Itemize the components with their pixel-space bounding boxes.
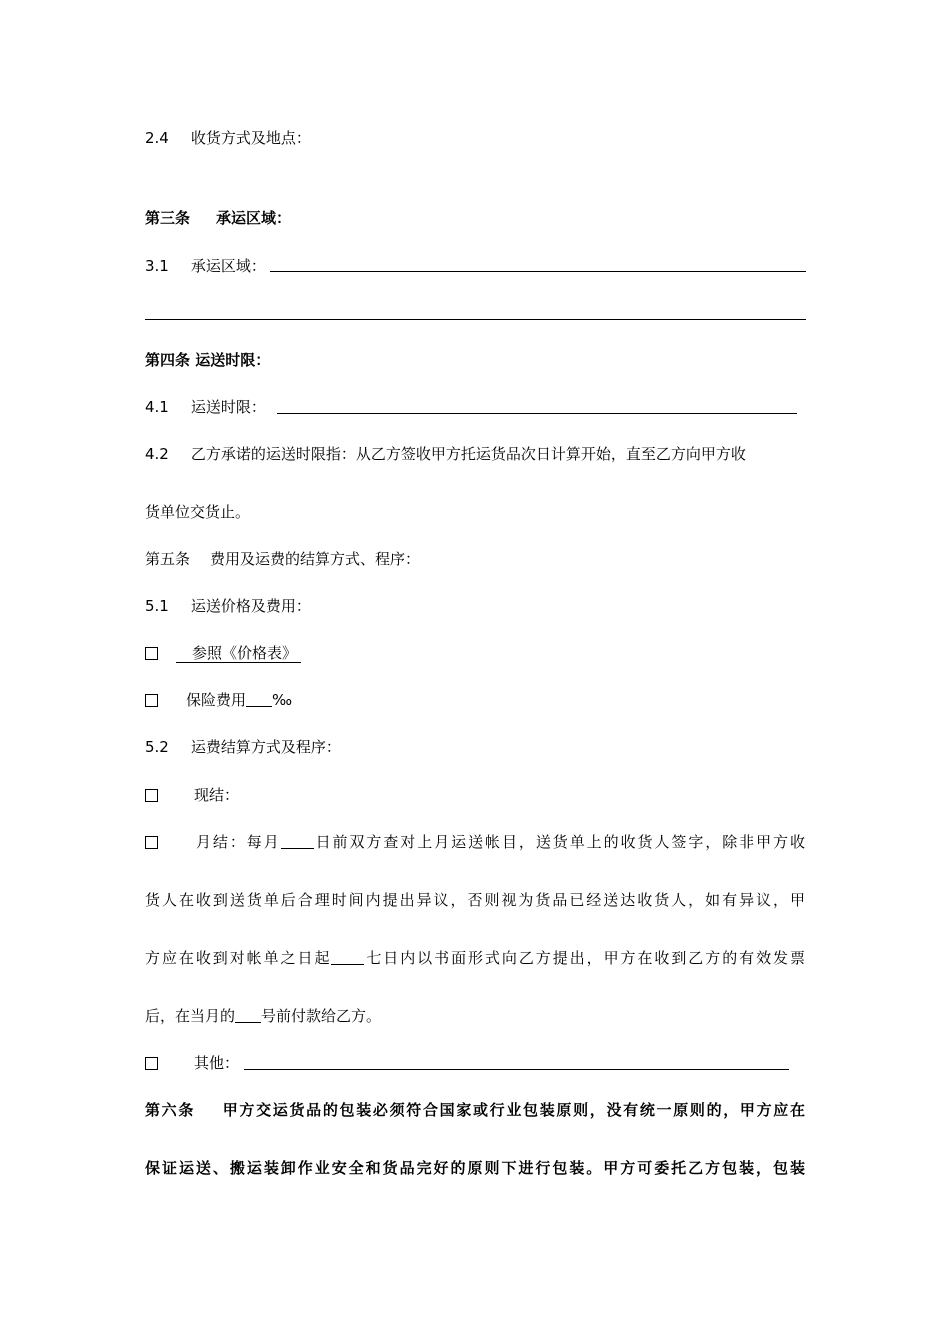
monthly-text-part: 七日内以书面形式向乙方提出，甲方在收到乙方的有效发票 [364, 949, 805, 967]
monthly-text-line-3 [145, 948, 805, 968]
blank-line-time-limit [277, 413, 797, 414]
monthly-text: 日前双方查对上月运送帐目，送货单上的收货人签字，除非甲方收 [313, 833, 805, 851]
monthly-text-line-2: 货人在收到送货单后合理时间内提出异议，否则视为货品已经送达收货人，如有异议，甲 [145, 891, 805, 909]
clause-2-4 [145, 128, 311, 148]
monthly-text-part: 号前付款给乙方。 [261, 1007, 382, 1025]
clause-text: 运送时限： [190, 398, 266, 416]
checkbox-insurance[interactable] [145, 694, 158, 707]
clause-text: 乙方承诺的运送时限指：从乙方签收甲方托运货品次日计算开始，直至乙方向甲方收 [190, 445, 746, 463]
clause-number: 3.1 [145, 257, 169, 275]
monthly-text-part: 后，在当月的 [145, 1007, 236, 1025]
price-table-reference: 参照《价格表》 [176, 644, 301, 663]
blank-line-region-continued [145, 319, 806, 320]
article-number: 第五条 [145, 550, 191, 568]
article-text: 甲方交运货品的包装必须符合国家或行业包装原则，没有统一原则的，甲方应在 [221, 1101, 805, 1119]
clause-number: 2.4 [145, 129, 169, 147]
article-3-title [145, 208, 291, 228]
article-6-continued: 保证运送、搬运装卸作业安全和货品完好的原则下进行包装。甲方可委托乙方包装，包装 [145, 1159, 805, 1177]
clause-number: 5.2 [145, 738, 169, 756]
clause-4-1 [145, 397, 266, 417]
checkbox-price-table[interactable] [145, 647, 158, 660]
article-heading: 承运区域： [216, 209, 292, 227]
option-price-table [145, 643, 301, 663]
article-4-title: 第四条 运送时限： [145, 351, 271, 369]
article-number: 第六条 [145, 1101, 196, 1119]
article-5-title [145, 549, 420, 569]
article-heading: 费用及运费的结算方式、程序： [210, 550, 421, 568]
monthly-label: 月结：每月 [194, 833, 281, 851]
monthly-text-line-4 [145, 1006, 381, 1026]
option-cash [145, 785, 239, 805]
monthly-day-blank[interactable] [281, 834, 314, 849]
clause-number: 4.1 [145, 398, 169, 416]
checkbox-cash[interactable] [145, 789, 158, 802]
clause-text: 运送价格及费用： [190, 597, 311, 615]
other-label: 其他： [194, 1054, 240, 1072]
cash-label: 现结： [194, 786, 240, 804]
statement-days-blank[interactable] [331, 950, 364, 965]
clause-5-1 [145, 596, 311, 616]
blank-line-other [244, 1069, 789, 1070]
clause-4-2-continued: 货单位交货止。 [145, 503, 251, 521]
blank-line-region [270, 271, 806, 272]
option-monthly [145, 832, 805, 852]
clause-number: 5.1 [145, 597, 169, 615]
clause-number: 4.2 [145, 445, 169, 463]
option-insurance [145, 690, 292, 710]
clause-5-2 [145, 737, 341, 757]
article-number: 第三条 [145, 209, 191, 227]
checkbox-other[interactable] [145, 1057, 158, 1070]
insurance-label: 保险费用 [186, 691, 247, 709]
payment-day-blank[interactable] [235, 1008, 261, 1023]
article-6 [145, 1100, 805, 1120]
clause-text: 运费结算方式及程序： [190, 738, 341, 756]
clause-text: 收货方式及地点： [190, 129, 311, 147]
clause-3-1 [145, 256, 266, 276]
option-other [145, 1053, 239, 1073]
permille-sign: ‰ [272, 691, 293, 709]
clause-text: 承运区域： [190, 257, 266, 275]
checkbox-monthly[interactable] [145, 836, 158, 849]
monthly-text-part: 方应在收到对帐单之日起 [145, 949, 332, 967]
insurance-rate-blank[interactable] [246, 692, 272, 707]
clause-4-2 [145, 444, 746, 464]
